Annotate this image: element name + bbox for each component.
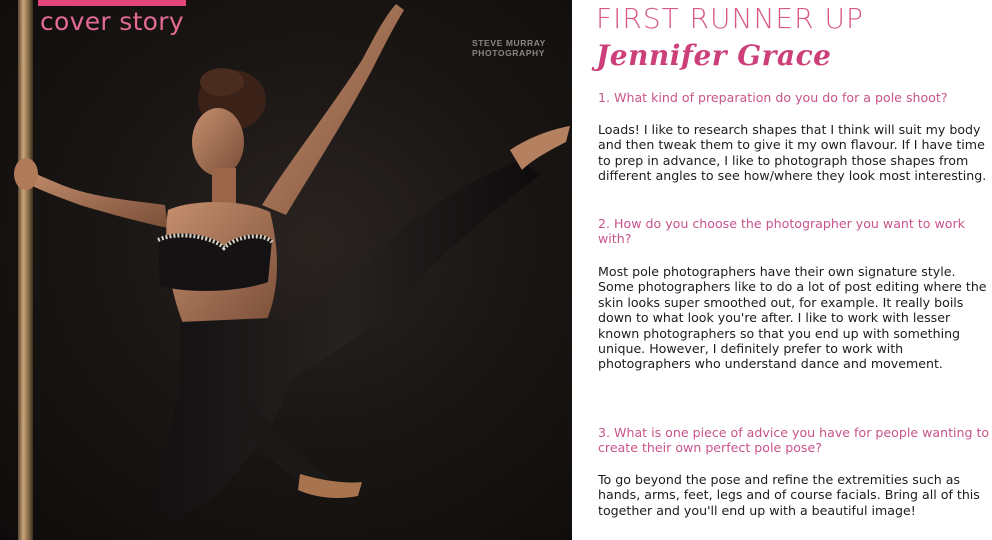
article-headline: FIRST RUNNER UP: [596, 2, 864, 35]
hand-on-pole: [14, 158, 38, 190]
bustier-top: [158, 233, 272, 291]
dance-pole: [18, 0, 33, 540]
pole-arm: [20, 168, 168, 228]
photo-credit-line-2: PHOTOGRAPHY: [472, 48, 546, 58]
answer-2: Most pole photographers have their own signature style. Some photographers like to do a lot of post editing where the skin looks super smoothed out, for example. It really boils down to what look you're after. I like to work with lesser known photographers so that you end up with something unique. However, I definitely prefer to work with photographers who understand dance and movement.: [598, 264, 987, 372]
article-panel: [572, 0, 992, 540]
question-2: 2. How do you choose the photographer you want to work with?: [598, 216, 965, 247]
photo-credit-line-1: STEVE MURRAY: [472, 38, 546, 48]
answer-1: Loads! I like to research shapes that I think will suit my body and then tweak them to give it my own flavour. If I have time to prep in advance, I like to photograph those shapes from different angles to see how/where they look most interesting.: [598, 122, 987, 184]
raised-arm: [262, 4, 404, 215]
answer-3: To go beyond the pose and refine the extremities such as hands, arms, feet, legs and of course facials. Bring all of this together and you'll end up with a beautiful image!: [598, 472, 980, 518]
lower-foot: [298, 474, 362, 498]
question-1: 1. What kind of preparation do you do for a pole shoot?: [598, 90, 948, 105]
face: [192, 108, 244, 176]
photo-credit: [472, 38, 546, 58]
raised-foot: [510, 126, 570, 170]
winner-name: Jennifer Grace: [596, 39, 832, 72]
section-label: cover story: [40, 7, 184, 36]
question-3: 3. What is one piece of advice you have for people wanting to create their own perfect pole pose?: [598, 425, 990, 456]
